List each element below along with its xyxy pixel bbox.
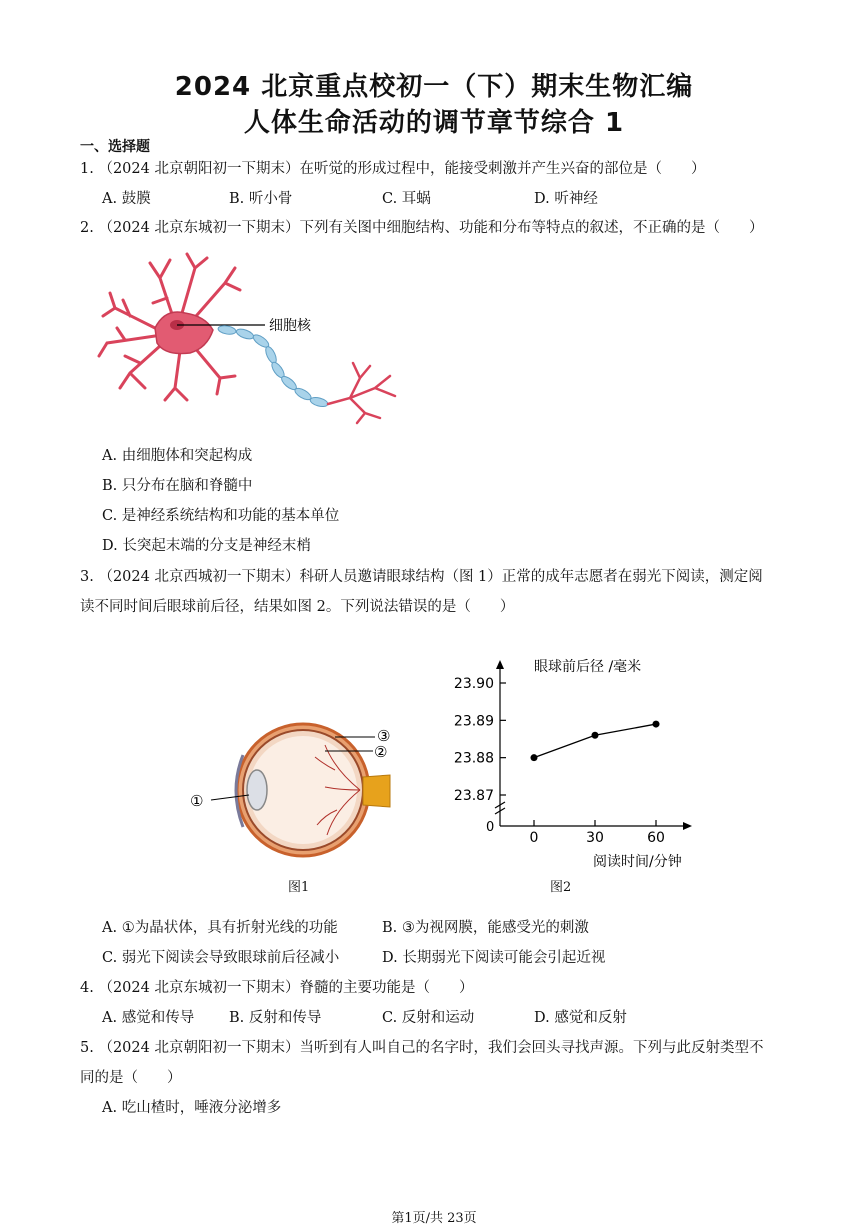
q4-option-a: A. 感觉和传导 bbox=[102, 1010, 195, 1026]
series-line bbox=[534, 724, 656, 758]
reading-chart bbox=[450, 650, 710, 880]
question-2-text: 2. （2024 北京东城初一下期末）下列有关图中细胞结构、功能和分布等特点的叙述，不正确的是（ ） bbox=[80, 220, 764, 236]
question-4-text: 4. （2024 北京东城初一下期末）脊髓的主要功能是（ ） bbox=[80, 980, 474, 996]
data-point bbox=[653, 721, 660, 728]
page-title-line2: 人体生命活动的调节章节综合 1 bbox=[243, 108, 625, 138]
page-footer: 第1页/共 23页 bbox=[391, 1211, 477, 1226]
nerve-endings bbox=[328, 363, 395, 423]
question-3-text-line1: 3. （2024 北京西城初一下期末）科研人员邀请眼球结构（图 1）正常的成年志愿者在弱光下阅读，测定阅 bbox=[80, 569, 763, 585]
q4-option-b: B. 反射和传导 bbox=[229, 1010, 322, 1026]
y-tick-label: 23.87 bbox=[453, 788, 494, 804]
eye-figure bbox=[185, 715, 395, 865]
q3-option-b: B. ③为视网膜，能感受光的刺激 bbox=[382, 920, 589, 936]
q2-option-d: D. 长突起末端的分支是神经末梢 bbox=[102, 538, 311, 554]
q3-option-d: D. 长期弱光下阅读可能会引起近视 bbox=[382, 950, 606, 966]
data-point bbox=[531, 754, 538, 761]
x-axis-arrow bbox=[683, 822, 692, 830]
label-2: ② bbox=[374, 743, 388, 761]
label-3: ③ bbox=[377, 727, 391, 745]
q2-option-a: A. 由细胞体和突起构成 bbox=[102, 448, 253, 464]
question-1-text: 1. （2024 北京朝阳初一下期末）在听觉的形成过程中，能接受刺激并产生兴奋的部位是（ ） bbox=[80, 161, 706, 177]
q1-option-a: A. 鼓膜 bbox=[102, 191, 151, 207]
x-tick-label: 0 bbox=[529, 830, 539, 846]
q5-option-a: A. 吃山楂时，唾液分泌增多 bbox=[102, 1100, 282, 1116]
q4-option-d: D. 感觉和反射 bbox=[534, 1010, 627, 1026]
q1-option-b: B. 听小骨 bbox=[229, 191, 293, 207]
q2-option-b: B. 只分布在脑和脊髓中 bbox=[102, 478, 253, 494]
nucleus-label: 细胞核 bbox=[269, 318, 311, 334]
y-axis-arrow bbox=[496, 660, 504, 669]
q1-option-d: D. 听神经 bbox=[534, 191, 598, 207]
q3-option-c: C. 弱光下阅读会导致眼球前后径减小 bbox=[102, 950, 340, 966]
cell-body bbox=[155, 312, 213, 354]
data-point bbox=[592, 732, 599, 739]
x-tick-label: 30 bbox=[586, 830, 604, 846]
axon-myelin bbox=[217, 324, 328, 408]
question-3-text-line2: 读不同时间后眼球前后径，结果如图 2。下列说法错误的是（ ） bbox=[80, 599, 515, 615]
q3-option-a: A. ①为晶状体，具有折射光线的功能 bbox=[102, 920, 338, 936]
neuron-figure bbox=[95, 248, 425, 428]
page-title-line1: 2024 北京重点校初一（下）期末生物汇编 bbox=[174, 72, 694, 102]
q1-option-c: C. 耳蜗 bbox=[382, 191, 431, 207]
chart-ylabel: 眼球前后径 /毫米 bbox=[534, 659, 642, 675]
y-tick-label: 23.90 bbox=[453, 676, 494, 692]
y-tick-label: 23.89 bbox=[453, 713, 494, 730]
question-5-text-line2: 同的是（ ） bbox=[80, 1070, 182, 1086]
fig1-caption: 图1 bbox=[288, 880, 310, 895]
section-heading: 一、选择题 bbox=[80, 139, 150, 155]
optic-nerve bbox=[363, 775, 390, 807]
origin-label: 0 bbox=[486, 820, 495, 835]
q2-option-c: C. 是神经系统结构和功能的基本单位 bbox=[102, 508, 340, 524]
q4-option-c: C. 反射和运动 bbox=[382, 1010, 475, 1026]
y-tick-label: 23.88 bbox=[453, 750, 494, 767]
question-5-text-line1: 5. （2024 北京朝阳初一下期末）当听到有人叫自己的名字时，我们会回头寻找声源。下列与此反射类型不 bbox=[80, 1040, 764, 1056]
fig2-caption: 图2 bbox=[550, 880, 572, 895]
x-tick-label: 60 bbox=[647, 830, 665, 846]
lens bbox=[247, 770, 267, 810]
label-1: ① bbox=[190, 792, 204, 810]
chart-xlabel: 阅读时间/分钟 bbox=[593, 854, 682, 870]
